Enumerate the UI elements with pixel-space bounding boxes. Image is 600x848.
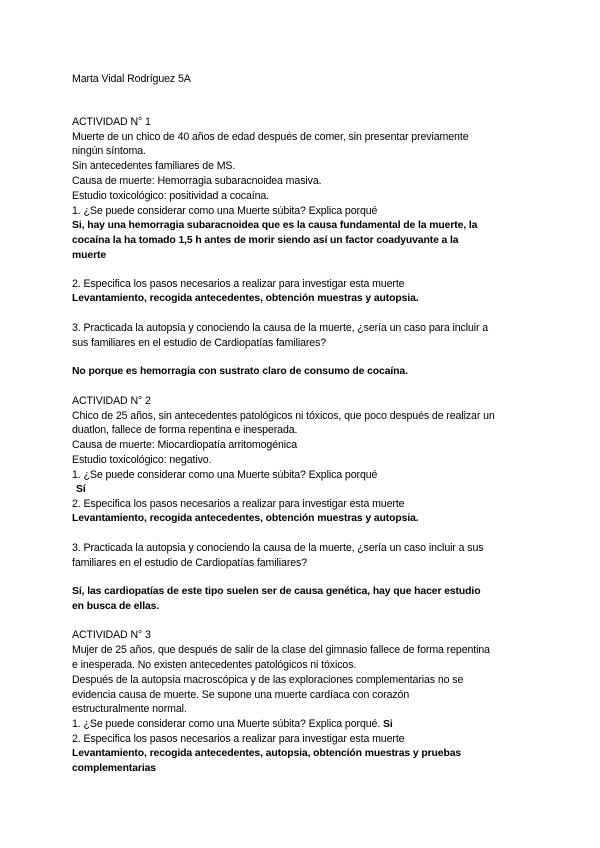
author-line: Marta Vidal Rodríguez 5A — [72, 73, 191, 85]
activity-1-desc-line: Causa de muerte: Hemorragia subaracnoidea masiva. — [72, 175, 322, 187]
activity-1-question-3: 3. Practicada la autopsia y conociendo la causa de la muerte, ¿sería un caso para incluir a — [72, 322, 489, 334]
activity-1-desc-line: Sin antecedentes familiares de MS. — [72, 160, 236, 172]
activity-3-question-1: 1. ¿Se puede considerar como una Muerte súbita? Explica porqué. — [72, 718, 381, 730]
activity-1-answer-1: muerte — [72, 250, 107, 261]
activity-2-answer-1: Sí — [76, 484, 86, 495]
activity-1-title: ACTIVIDAD N° 1 — [72, 116, 151, 128]
activity-1-answer-1: Si, hay una hemorragia subaracnoidea que es la causa fundamental de la muerte, la — [72, 220, 478, 231]
activity-1-answer-3: No porque es hemorragia con sustrato claro de consumo de cocaína. — [72, 366, 408, 377]
activity-3-answer-2: Levantamiento, recogida antecedentes, autopsia, obtención muestras y pruebas — [72, 748, 462, 759]
activity-2-question-3: familiares en el estudio de Cardiopatías familiares? — [72, 557, 308, 569]
activity-3-desc-line: e inesperada. No existen antecedentes patológicos ni tóxicos. — [72, 659, 357, 671]
activity-2-answer-3: en busca de ellas. — [72, 601, 160, 612]
activity-1-desc-line: ningún síntoma. — [72, 145, 146, 157]
activity-3-desc-line: Después de la autopsia macroscópica y de las exploraciones complementarias no se — [72, 674, 464, 686]
activity-2-question-2: 2. Especifica los pasos necesarios a realizar para investigar esta muerte — [72, 498, 405, 510]
activity-3-desc-line: evidencia causa de muerte. Se supone una muerte cardíaca con corazón — [72, 689, 410, 701]
activity-1-question-2: 2. Especifica los pasos necesarios a realizar para investigar esta muerte — [72, 278, 405, 290]
activity-2-desc-line: Chico de 25 años, sin antecedentes patológicos ni tóxicos, que poco después de realizar un — [72, 410, 495, 422]
activity-2-desc-line: Estudio toxicológico: negativo. — [72, 454, 212, 466]
activity-3-question-2: 2. Especifica los pasos necesarios a realizar para investigar esta muerte — [72, 733, 405, 745]
activity-2-desc-line: Causa de muerte: Miocardiopatía arritomogénica — [72, 439, 298, 451]
activity-3-desc-line: Mujer de 25 años, que después de salir de la clase del gimnasio fallece de forma repentina — [72, 644, 490, 656]
activity-3-desc-line: estructuralmente normal. — [72, 703, 187, 715]
activity-2-question-3: 3. Practicada la autopsia y conociendo la causa de la muerte, ¿sería un caso incluir a sus — [72, 542, 484, 554]
activity-3-question-1-line — [72, 717, 393, 732]
activity-2-question-1: 1. ¿Se puede considerar como una Muerte súbita? Explica porqué — [72, 469, 378, 481]
activity-3-title: ACTIVIDAD N° 3 — [72, 629, 151, 641]
activity-1-question-3: sus familiares en el estudio de Cardiopatías familiares? — [72, 337, 327, 349]
activity-1-desc-line: Muerte de un chico de 40 años de edad después de comer, sin presentar previamente — [72, 131, 469, 143]
activity-3-answer-2: complementarias — [72, 763, 156, 774]
activity-2-answer-3: Sí, las cardiopatías de este tipo suelen ser de causa genética, hay que hacer estudio — [72, 586, 481, 597]
activity-2-desc-line: duatlon, fallece de forma repentina e inesperada. — [72, 424, 298, 436]
activity-1-desc-line: Estudio toxicológico: positividad a cocaína. — [72, 190, 270, 202]
activity-1-question-1: 1. ¿Se puede considerar como una Muerte súbita? Explica porqué — [72, 205, 378, 217]
activity-1-answer-2: Levantamiento, recogida antecedentes, obtención muestras y autopsia. — [72, 293, 419, 304]
activity-2-title: ACTIVIDAD N° 2 — [72, 395, 151, 407]
activity-2-answer-2: Levantamiento, recogida antecedentes, obtención muestras y autopsia. — [72, 513, 419, 524]
activity-1-answer-1: cocaína la ha tomado 1,5 h antes de morir siendo así un factor coadyuvante a la — [72, 235, 459, 246]
activity-3-answer-1: Si — [383, 719, 393, 730]
